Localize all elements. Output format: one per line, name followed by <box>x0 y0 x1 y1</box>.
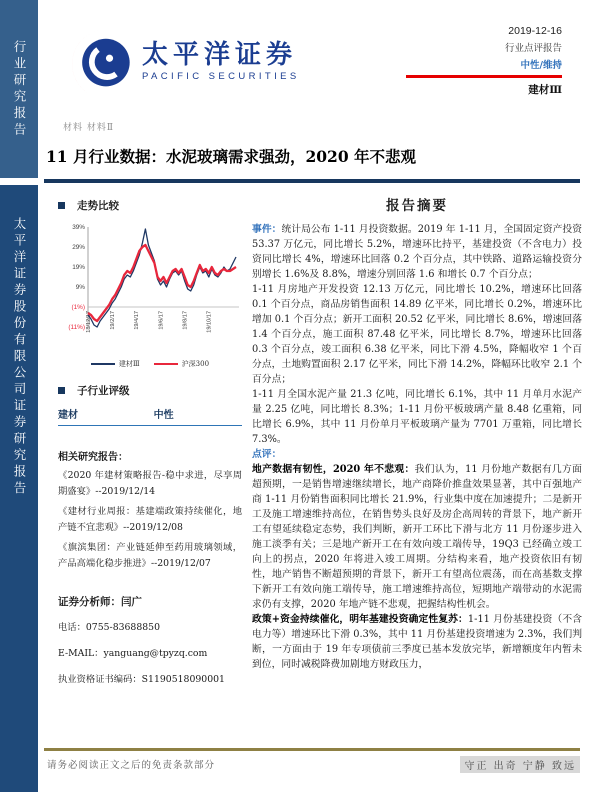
brand-name-en: PACIFIC SECURITIES <box>142 71 300 82</box>
summary-column <box>252 194 582 672</box>
footer-disclaimer: 请务必阅读正文之后的免责条款部分 <box>47 760 216 771</box>
svg-text:(11%): (11%) <box>68 324 85 332</box>
trend-section-heading <box>58 198 242 213</box>
header-meta <box>406 25 562 97</box>
analyst-license: 执业资格证书编码：S1190518090001 <box>58 674 225 685</box>
brand-logo <box>62 26 300 106</box>
analyst-phone: 电话：0755-83688850 <box>58 622 161 633</box>
svg-text:19/6/17: 19/6/17 <box>158 311 165 330</box>
square-bullet-icon <box>58 202 65 209</box>
trend-chart <box>58 219 242 369</box>
brand-name-cn: 太平洋证券 <box>142 39 298 69</box>
pacific-securities-logo-icon <box>62 26 134 106</box>
red-divider <box>406 75 562 78</box>
report-type: 行业点评报告 <box>504 43 562 54</box>
footer-motto: 守正 出奇 宁静 致远 <box>460 756 580 773</box>
sub-rating-heading <box>58 383 242 398</box>
legend-label-sector: 建材Ⅲ <box>118 360 140 368</box>
legend-item-sector <box>91 359 140 369</box>
svg-text:18/12/17: 18/12/17 <box>86 311 92 333</box>
industry-name: 建材Ⅲ <box>528 84 562 96</box>
summary-paragraph-resilience <box>252 462 582 612</box>
legend-line-sector-icon <box>91 363 115 365</box>
related-report-item: 《2020 年建材策略报告-稳中求进，尽享周期盛宴》--2019/12/14 <box>58 470 242 497</box>
analyst-name: 证券分析师：闫广 <box>58 596 142 608</box>
square-bullet-icon <box>58 387 65 394</box>
brand-text <box>142 26 300 82</box>
analyst-section <box>58 594 242 685</box>
legend-label-index: 沪深300 <box>181 360 210 368</box>
related-reports-title: 相关研究报告： <box>58 452 128 463</box>
policy-lead: 政策+资金持续催化，明年基建投资确定性复苏： <box>252 614 468 625</box>
svg-text:19/8/17: 19/8/17 <box>182 311 189 330</box>
related-reports-section <box>58 450 242 572</box>
related-report-item: 《旗滨集团：产业链延伸至药用玻璃领域，产品高端化稳步推进》--2019/12/07 <box>58 542 242 569</box>
trend-section-title: 走势比较 <box>77 200 119 212</box>
event-lead: 事件： <box>252 224 282 235</box>
legend-item-index <box>154 359 209 369</box>
sidebar-bottom-band <box>0 185 38 792</box>
comment-lead: 点评： <box>252 449 282 460</box>
report-title: 11 月行业数据：水泥玻璃需求强劲，2020 年不悲观 <box>46 147 417 166</box>
sidebar-company-label: 太平洋证券股份有限公司证券研究报告 <box>12 217 27 498</box>
sidebar-report-type: 行业研究报告 <box>12 39 27 139</box>
summary-paragraph-realestate-data: 1-11 月房地产开发投资 12.13 万亿元，同比增长 10.2%，增速环比回落 0.1 个百分点，商品房销售面积 14.89 亿平米，同比增长 0.2%，增速环比增加 0.1 个百分点；新开工面积 20.52 亿平米，同比增长 8.6%，增速回落 1.4 个百分点，施工面积 87.48 亿平米，同比增长 8.7%，增速环比回落 0.3 个百分点，竣工面积 6.38 亿平米，同比下滑 4.5%，降幅收窄 1 个百分点，土地购置面积 2.17 亿平米，同比下滑 14.2%，降幅环比收窄 2.1 个百分点； <box>252 284 582 385</box>
legend-line-index-icon <box>154 363 178 366</box>
policy-text: 1-11 月份基建投资（不含电力等）增速环比下滑 0.3%，其中 11 月份基建投资增速为 2.3%，我们判断，一方面由于 19 年专项债前三季度已基本发放完毕，新增额度年内暂未到位，同时减税降费加剧地方财政压力， <box>252 614 583 670</box>
analyst-email: E-MAIL：yanguang@tpyzq.com <box>58 648 208 659</box>
trend-chart-canvas <box>58 219 242 353</box>
sub-rating-title: 子行业评级 <box>77 385 130 397</box>
sub-rating-row <box>58 404 242 426</box>
summary-paragraph-cement-glass: 1-11 月全国水泥产量 21.3 亿吨，同比增长 6.1%，其中 11 月单月水泥产量 2.25 亿吨，同比增长 8.3%；1-11 月份平板玻璃产量 8.48 亿重箱，同比增长 6.9%，其中 11 月份单月平板玻璃产量为 7701 万重箱，同比增长 7.3%。 <box>252 389 582 445</box>
summary-paragraph-policy <box>252 612 582 672</box>
related-report-item: 《建材行业周报：基建端政策持续催化，地产链不宜悲观》--2019/12/08 <box>58 506 242 533</box>
svg-text:19%: 19% <box>72 264 85 272</box>
svg-text:9%: 9% <box>75 284 85 292</box>
sector-breadcrumb: 材料 材料Ⅱ <box>63 123 114 133</box>
title-divider <box>44 179 580 183</box>
svg-text:19/2/17: 19/2/17 <box>110 311 117 330</box>
resilience-text: 我们认为，11 月份地产数据有几方面超预期，一是销售增速继续增长，地产商降价推盘效果显著，其中百强地产商 1-11 月份销售面积同比增长 21.9%，行业集中度在加速提升；二是新开工及施工增速维持高位，在销售势头良好及房企高周转的背景下，地产新开工有望延续稳定态势，我们判断，新开工环比下滑与北方 11 月份逐步进入施工淡季有关；三是地产新开工在有效向竣工端传导，19Q3 已经确立竣工向上的拐点，2020 年将进入竣工周期。分结构来看，地产投资依旧有韧性，地产销售不断超预期的背景下，新开工有望高位震荡，而在高基数支撑下新开工有效向施工端传导，施工增速维持高位，短期地产端带动的水泥需求仍有支撑，2020 年地产链不悲观，把握结构性机会。 <box>252 464 582 610</box>
industry-rating: 中性/维持 <box>520 60 562 71</box>
resilience-lead: 地产数据有韧性，2020 年不悲观： <box>252 464 415 475</box>
event-text: 统计局公布 1-11 月投资数据。2019 年 1-11 月，全国固定资产投资 53.37 万亿元，同比增长 5.2%，增速环比持平，基建投资（不含电力）投资同比增长 4%，增速环比回落 0.2 个百分点，其中铁路、道路运输投资分别增长 1.6%及 8.8%，增速分别回落 1.6 和增长 0.7 个百分点； <box>252 224 582 280</box>
report-date: 2019-12-16 <box>508 25 562 37</box>
svg-text:39%: 39% <box>72 224 85 232</box>
sub-rating-value: 中性 <box>153 410 174 421</box>
left-column <box>58 198 242 697</box>
summary-heading: 报告摘要 <box>386 198 448 214</box>
sub-rating-name: 建材 <box>58 410 78 421</box>
sub-industry-rating-section <box>58 383 242 426</box>
sidebar-top-band <box>0 0 38 178</box>
svg-text:19/4/17: 19/4/17 <box>134 311 141 330</box>
footer-divider <box>44 748 580 751</box>
svg-text:19/10/17: 19/10/17 <box>206 311 213 333</box>
summary-paragraph-event <box>252 222 582 282</box>
svg-text:29%: 29% <box>72 244 85 252</box>
chart-legend <box>58 359 242 369</box>
svg-text:(1%): (1%) <box>71 304 85 312</box>
comment-label <box>252 447 582 462</box>
